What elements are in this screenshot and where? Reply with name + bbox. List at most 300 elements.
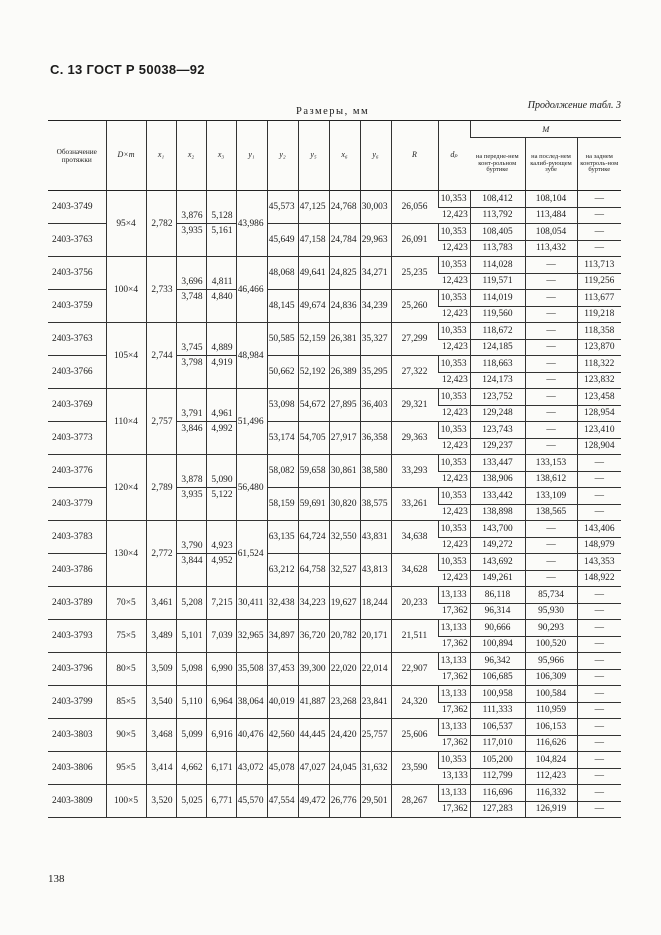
cell-m-front: 119,560 (470, 306, 525, 323)
cell-m-front: 138,906 (470, 471, 525, 488)
x2-cell: 3,696 (176, 257, 206, 290)
y5-cell: 41,887 (298, 686, 329, 719)
col-dxm: D×m (106, 121, 146, 191)
x6-cell: 32,527 (329, 554, 360, 587)
cell-m-rear: — (577, 768, 621, 785)
cell-m-front: 129,237 (470, 438, 525, 455)
y2-cell: 45,649 (267, 224, 298, 257)
x3-cell: 5,161 (206, 224, 236, 257)
table-row (48, 620, 621, 637)
y5-cell: 59,658 (298, 455, 329, 488)
designation-cell: 2403-3783 (48, 521, 106, 554)
x6-cell: 24,784 (329, 224, 360, 257)
col-x1: x₁ (146, 121, 176, 191)
y5-cell: 52,192 (298, 356, 329, 389)
cell-dp: 17,362 (438, 603, 470, 620)
cell-m-front: 129,248 (470, 405, 525, 422)
y5-cell: 47,027 (298, 752, 329, 785)
cell-dp: 12,423 (438, 471, 470, 488)
cell-m-last-tooth: — (525, 438, 577, 455)
table-row (48, 587, 621, 604)
cell-m-last-tooth: — (525, 389, 577, 406)
cell-m-last-tooth: 104,824 (525, 752, 577, 769)
col-x2: x₂ (176, 121, 206, 191)
cell-m-last-tooth: — (525, 570, 577, 587)
y2-cell: 48,145 (267, 290, 298, 323)
y1-cell: 56,480 (236, 455, 267, 521)
cell-m-rear: — (577, 191, 621, 208)
x3-cell: 5,122 (206, 488, 236, 521)
cell-dp: 12,423 (438, 339, 470, 356)
x2-cell: 5,110 (176, 686, 206, 719)
r-cell: 34,628 (391, 554, 438, 587)
y1-cell: 61,524 (236, 521, 267, 587)
cell-dp: 13,133 (438, 620, 470, 637)
r-cell: 22,907 (391, 653, 438, 686)
table-row (48, 719, 621, 736)
table-row (48, 785, 621, 802)
cell-m-last-tooth: 116,332 (525, 785, 577, 802)
cell-m-front: 86,118 (470, 587, 525, 604)
cell-m-last-tooth: 108,104 (525, 191, 577, 208)
x3-cell: 6,916 (206, 719, 236, 752)
y2-cell: 40,019 (267, 686, 298, 719)
cell-m-front: 114,028 (470, 257, 525, 274)
x1-cell: 3,489 (146, 620, 176, 653)
x6-cell: 22,020 (329, 653, 360, 686)
cell-m-rear: 119,218 (577, 306, 621, 323)
x2-cell: 3,935 (176, 488, 206, 521)
cell-dp: 10,353 (438, 257, 470, 274)
cell-m-last-tooth: 113,484 (525, 207, 577, 224)
cell-m-rear: 123,870 (577, 339, 621, 356)
r-cell: 26,056 (391, 191, 438, 224)
r-cell: 27,299 (391, 323, 438, 356)
cell-m-front: 90,666 (470, 620, 525, 637)
cell-dp: 10,353 (438, 554, 470, 571)
designation-cell: 2403-3799 (48, 686, 106, 719)
col-x3: x₃ (206, 121, 236, 191)
y6-cell: 43,831 (360, 521, 391, 554)
cell-m-front: 106,685 (470, 669, 525, 686)
y5-cell: 54,672 (298, 389, 329, 422)
designation-cell: 2403-3803 (48, 719, 106, 752)
y2-cell: 58,159 (267, 488, 298, 521)
cell-m-front: 112,799 (470, 768, 525, 785)
cell-m-front: 108,412 (470, 191, 525, 208)
cell-dp: 12,423 (438, 570, 470, 587)
r-cell: 27,322 (391, 356, 438, 389)
y6-cell: 20,171 (360, 620, 391, 653)
cell-m-last-tooth: 108,054 (525, 224, 577, 241)
cell-m-front: 138,898 (470, 504, 525, 521)
dxm-cell: 80×5 (106, 653, 146, 686)
cell-m-rear: — (577, 702, 621, 719)
designation-cell: 2403-3789 (48, 587, 106, 620)
cell-m-last-tooth: — (525, 306, 577, 323)
designation-cell: 2403-3776 (48, 455, 106, 488)
x3-cell: 6,171 (206, 752, 236, 785)
cell-m-front: 96,314 (470, 603, 525, 620)
r-cell: 29,363 (391, 422, 438, 455)
col-r: R (391, 121, 438, 191)
y6-cell: 36,358 (360, 422, 391, 455)
cell-m-rear: 123,458 (577, 389, 621, 406)
page-header: С. 13 ГОСТ Р 50038—92 (50, 62, 205, 77)
designation-cell: 2403-3806 (48, 752, 106, 785)
x6-cell: 24,825 (329, 257, 360, 290)
y6-cell: 38,580 (360, 455, 391, 488)
y2-cell: 53,098 (267, 389, 298, 422)
cell-m-front: 106,537 (470, 719, 525, 736)
cell-m-last-tooth: 85,734 (525, 587, 577, 604)
x1-cell: 2,772 (146, 521, 176, 587)
dxm-cell: 95×5 (106, 752, 146, 785)
cell-m-rear: — (577, 207, 621, 224)
cell-m-last-tooth: — (525, 554, 577, 571)
x3-cell: 7,039 (206, 620, 236, 653)
designation-cell: 2403-3756 (48, 257, 106, 290)
cell-m-front: 123,743 (470, 422, 525, 439)
cell-m-last-tooth: 100,584 (525, 686, 577, 703)
dxm-cell: 130×4 (106, 521, 146, 587)
cell-m-last-tooth: 112,423 (525, 768, 577, 785)
y1-cell: 43,986 (236, 191, 267, 257)
y2-cell: 32,438 (267, 587, 298, 620)
cell-m-front: 123,752 (470, 389, 525, 406)
x6-cell: 26,389 (329, 356, 360, 389)
cell-m-last-tooth: 116,626 (525, 735, 577, 752)
x3-cell: 6,771 (206, 785, 236, 818)
cell-m-rear: 143,353 (577, 554, 621, 571)
y1-cell: 48,984 (236, 323, 267, 389)
cell-m-front: 133,447 (470, 455, 525, 472)
cell-m-front: 113,792 (470, 207, 525, 224)
cell-dp: 13,133 (438, 768, 470, 785)
y2-cell: 47,554 (267, 785, 298, 818)
y2-cell: 45,078 (267, 752, 298, 785)
x6-cell: 30,820 (329, 488, 360, 521)
x1-cell: 3,540 (146, 686, 176, 719)
y2-cell: 42,560 (267, 719, 298, 752)
designation-cell: 2403-3763 (48, 224, 106, 257)
table-row (48, 521, 621, 538)
dxm-cell: 120×4 (106, 455, 146, 521)
cell-m-rear: — (577, 785, 621, 802)
cell-m-rear: — (577, 669, 621, 686)
cell-dp: 17,362 (438, 636, 470, 653)
y5-cell: 44,445 (298, 719, 329, 752)
cell-m-rear: 119,256 (577, 273, 621, 290)
table-row (48, 257, 621, 274)
cell-m-last-tooth: 106,309 (525, 669, 577, 686)
cell-m-front: 143,700 (470, 521, 525, 538)
cell-m-last-tooth: 95,966 (525, 653, 577, 670)
col-m: M (470, 121, 621, 138)
y5-cell: 49,674 (298, 290, 329, 323)
dxm-cell: 75×5 (106, 620, 146, 653)
x6-cell: 30,861 (329, 455, 360, 488)
x2-cell: 3,844 (176, 554, 206, 587)
y5-cell: 36,720 (298, 620, 329, 653)
y6-cell: 31,632 (360, 752, 391, 785)
y5-cell: 59,691 (298, 488, 329, 521)
cell-m-rear: 148,922 (577, 570, 621, 587)
cell-m-front: 118,672 (470, 323, 525, 340)
y2-cell: 50,585 (267, 323, 298, 356)
dxm-cell: 95×4 (106, 191, 146, 257)
y1-cell: 38,064 (236, 686, 267, 719)
cell-m-last-tooth: — (525, 521, 577, 538)
x2-cell: 3,935 (176, 224, 206, 257)
x2-cell: 3,798 (176, 356, 206, 389)
x6-cell: 26,381 (329, 323, 360, 356)
cell-dp: 12,423 (438, 207, 470, 224)
cell-m-front: 117,010 (470, 735, 525, 752)
cell-dp: 13,133 (438, 587, 470, 604)
col-m-rear: на заднем контроль-ном буртике (577, 138, 621, 191)
r-cell: 25,235 (391, 257, 438, 290)
y1-cell: 35,508 (236, 653, 267, 686)
x1-cell: 2,733 (146, 257, 176, 323)
y6-cell: 18,244 (360, 587, 391, 620)
col-y1: y₁ (236, 121, 267, 191)
cell-dp: 12,423 (438, 537, 470, 554)
table-row (48, 752, 621, 769)
cell-m-last-tooth: 126,919 (525, 801, 577, 818)
designation-cell: 2403-3773 (48, 422, 106, 455)
designation-cell: 2403-3809 (48, 785, 106, 818)
cell-dp: 12,423 (438, 273, 470, 290)
x2-cell: 5,101 (176, 620, 206, 653)
col-m-front: на передне-нем конт-рольном буртике (470, 138, 525, 191)
designation-cell: 2403-3793 (48, 620, 106, 653)
cell-dp: 12,423 (438, 438, 470, 455)
y6-cell: 29,963 (360, 224, 391, 257)
designation-cell: 2403-3796 (48, 653, 106, 686)
y6-cell: 23,841 (360, 686, 391, 719)
cell-dp: 12,423 (438, 405, 470, 422)
cell-m-rear: — (577, 455, 621, 472)
cell-dp: 13,133 (438, 719, 470, 736)
y1-cell: 45,570 (236, 785, 267, 818)
x3-cell: 4,961 (206, 389, 236, 422)
y1-cell: 32,965 (236, 620, 267, 653)
x2-cell: 5,099 (176, 719, 206, 752)
table-row (48, 653, 621, 670)
y5-cell: 64,758 (298, 554, 329, 587)
y6-cell: 35,327 (360, 323, 391, 356)
cell-m-rear: 113,677 (577, 290, 621, 307)
col-dp: dₚ (438, 121, 470, 191)
x2-cell: 3,748 (176, 290, 206, 323)
y6-cell: 43,813 (360, 554, 391, 587)
cell-m-rear: 143,406 (577, 521, 621, 538)
r-cell: 28,267 (391, 785, 438, 818)
col-y5: y₅ (298, 121, 329, 191)
cell-m-front: 124,173 (470, 372, 525, 389)
cell-m-rear: — (577, 224, 621, 241)
table-body (48, 191, 621, 818)
x6-cell: 27,917 (329, 422, 360, 455)
cell-dp: 10,353 (438, 422, 470, 439)
x3-cell: 5,128 (206, 191, 236, 224)
cell-m-front: 116,696 (470, 785, 525, 802)
y6-cell: 36,403 (360, 389, 391, 422)
dxm-cell: 85×5 (106, 686, 146, 719)
cell-dp: 12,423 (438, 504, 470, 521)
y5-cell: 39,300 (298, 653, 329, 686)
cell-m-rear: 128,954 (577, 405, 621, 422)
y2-cell: 53,174 (267, 422, 298, 455)
table-row (48, 455, 621, 472)
cell-m-last-tooth: 100,520 (525, 636, 577, 653)
x1-cell: 3,414 (146, 752, 176, 785)
r-cell: 25,606 (391, 719, 438, 752)
cell-dp: 10,353 (438, 290, 470, 307)
designation-cell: 2403-3769 (48, 389, 106, 422)
cell-m-last-tooth: — (525, 339, 577, 356)
cell-m-front: 100,958 (470, 686, 525, 703)
cell-m-last-tooth: 133,109 (525, 488, 577, 505)
designation-cell: 2403-3766 (48, 356, 106, 389)
x3-cell: 6,990 (206, 653, 236, 686)
cell-m-rear: 118,358 (577, 323, 621, 340)
cell-m-rear: 123,410 (577, 422, 621, 439)
y2-cell: 48,068 (267, 257, 298, 290)
y2-cell: 50,662 (267, 356, 298, 389)
data-table (48, 120, 621, 818)
y6-cell: 38,575 (360, 488, 391, 521)
cell-m-rear: — (577, 636, 621, 653)
x2-cell: 3,846 (176, 422, 206, 455)
cell-m-last-tooth: 133,153 (525, 455, 577, 472)
cell-m-front: 96,342 (470, 653, 525, 670)
cell-m-last-tooth: — (525, 257, 577, 274)
table-row (48, 323, 621, 340)
y5-cell: 49,641 (298, 257, 329, 290)
cell-m-last-tooth: — (525, 273, 577, 290)
cell-dp: 12,423 (438, 306, 470, 323)
cell-dp: 10,353 (438, 323, 470, 340)
r-cell: 33,261 (391, 488, 438, 521)
x1-cell: 3,520 (146, 785, 176, 818)
cell-m-last-tooth: 95,930 (525, 603, 577, 620)
y2-cell: 63,212 (267, 554, 298, 587)
cell-m-front: 133,442 (470, 488, 525, 505)
x2-cell: 3,790 (176, 521, 206, 554)
cell-m-last-tooth: — (525, 372, 577, 389)
cell-dp: 17,362 (438, 702, 470, 719)
x6-cell: 26,776 (329, 785, 360, 818)
cell-m-last-tooth: 138,612 (525, 471, 577, 488)
cell-m-front: 149,261 (470, 570, 525, 587)
table-row (48, 686, 621, 703)
x3-cell: 6,964 (206, 686, 236, 719)
x1-cell: 2,744 (146, 323, 176, 389)
r-cell: 24,320 (391, 686, 438, 719)
cell-m-rear: — (577, 752, 621, 769)
cell-m-last-tooth: — (525, 405, 577, 422)
dimensions-caption: Размеры, мм (296, 106, 370, 117)
x2-cell: 5,025 (176, 785, 206, 818)
cell-m-last-tooth: — (525, 290, 577, 307)
table-row (48, 389, 621, 406)
x3-cell: 5,090 (206, 455, 236, 488)
x2-cell: 5,098 (176, 653, 206, 686)
x3-cell: 4,840 (206, 290, 236, 323)
y1-cell: 30,411 (236, 587, 267, 620)
cell-m-front: 149,272 (470, 537, 525, 554)
x6-cell: 19,627 (329, 587, 360, 620)
y5-cell: 52,159 (298, 323, 329, 356)
r-cell: 33,293 (391, 455, 438, 488)
x6-cell: 32,550 (329, 521, 360, 554)
x1-cell: 2,789 (146, 455, 176, 521)
cell-m-rear: 128,904 (577, 438, 621, 455)
page-number: 138 (48, 873, 65, 885)
cell-dp: 10,353 (438, 224, 470, 241)
x2-cell: 3,878 (176, 455, 206, 488)
cell-m-rear: — (577, 801, 621, 818)
x3-cell: 4,923 (206, 521, 236, 554)
r-cell: 26,091 (391, 224, 438, 257)
col-y6: y₆ (360, 121, 391, 191)
cell-dp: 13,133 (438, 785, 470, 802)
x3-cell: 4,919 (206, 356, 236, 389)
col-x6: x₆ (329, 121, 360, 191)
y6-cell: 29,501 (360, 785, 391, 818)
cell-m-rear: — (577, 471, 621, 488)
cell-m-rear: — (577, 719, 621, 736)
y6-cell: 35,295 (360, 356, 391, 389)
cell-m-front: 113,783 (470, 240, 525, 257)
cell-m-rear: — (577, 488, 621, 505)
y6-cell: 30,003 (360, 191, 391, 224)
cell-dp: 17,362 (438, 801, 470, 818)
y2-cell: 45,573 (267, 191, 298, 224)
x3-cell: 4,952 (206, 554, 236, 587)
x2-cell: 4,662 (176, 752, 206, 785)
col-m-last-tooth: на послед-нем калиб-рующем зубе (525, 138, 577, 191)
dxm-cell: 90×5 (106, 719, 146, 752)
cell-m-front: 143,692 (470, 554, 525, 571)
designation-cell: 2403-3779 (48, 488, 106, 521)
dxm-cell: 100×4 (106, 257, 146, 323)
table-row (48, 191, 621, 208)
cell-m-rear: — (577, 620, 621, 637)
cell-m-last-tooth: 90,293 (525, 620, 577, 637)
x1-cell: 3,509 (146, 653, 176, 686)
cell-m-rear: — (577, 603, 621, 620)
y5-cell: 47,125 (298, 191, 329, 224)
y1-cell: 40,476 (236, 719, 267, 752)
designation-cell: 2403-3763 (48, 323, 106, 356)
x6-cell: 27,895 (329, 389, 360, 422)
cell-m-front: 119,571 (470, 273, 525, 290)
x3-cell: 4,889 (206, 323, 236, 356)
cell-m-front: 100,894 (470, 636, 525, 653)
x6-cell: 20,782 (329, 620, 360, 653)
r-cell: 25,260 (391, 290, 438, 323)
x2-cell: 5,208 (176, 587, 206, 620)
cell-m-last-tooth: — (525, 356, 577, 373)
cell-dp: 13,133 (438, 686, 470, 703)
y5-cell: 64,724 (298, 521, 329, 554)
cell-m-last-tooth: 113,432 (525, 240, 577, 257)
dxm-cell: 105×4 (106, 323, 146, 389)
cell-m-rear: 123,832 (577, 372, 621, 389)
